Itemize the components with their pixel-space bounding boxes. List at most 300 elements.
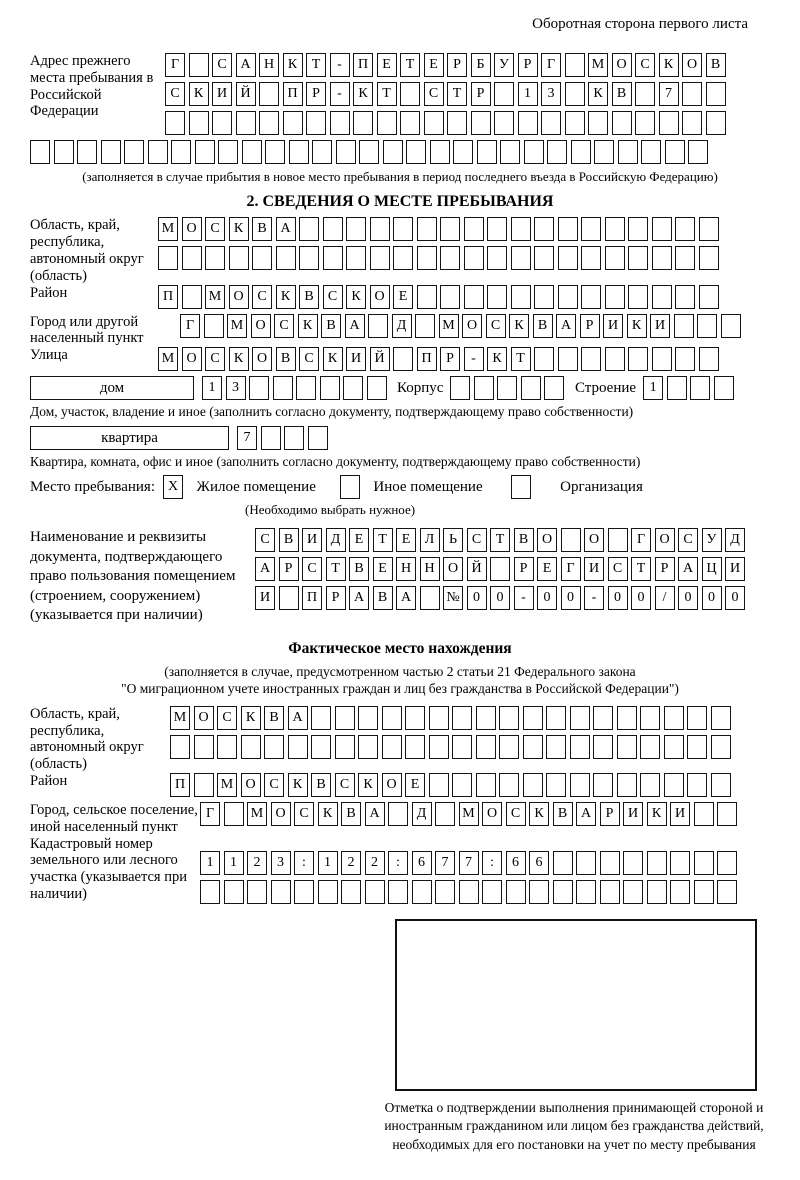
char-cell: 1 [202,376,222,400]
char-cell [553,851,573,875]
char-cell: А [349,586,369,610]
char-cell [494,111,514,135]
section3-note-1: (заполняется в случае, предусмотренном частью 2 статьи 21 Федерального закона [164,663,636,679]
char-cell [204,314,224,338]
korpus-cells [450,376,568,400]
char-cell [259,111,279,135]
char-cell: С [506,802,526,826]
char-cell: Й [467,557,487,581]
char-cell: Д [725,528,745,552]
char-cell: К [241,706,261,730]
char-cell: В [553,802,573,826]
house-line [30,376,770,400]
char-cell [299,217,319,241]
house-type-box: дом [30,376,194,400]
char-cell: Т [400,53,420,77]
region3-block [30,706,770,773]
char-cell [717,802,737,826]
stroenie-label: Строение [574,379,637,396]
char-cell [261,426,281,450]
char-cell [412,880,432,904]
char-cell: А [396,586,416,610]
char-cell [714,376,734,400]
char-cell [694,851,714,875]
char-cell [189,111,209,135]
char-cell: О [537,528,557,552]
char-cell [665,140,685,164]
char-cell [464,246,484,270]
char-cell [312,140,332,164]
char-cell [529,880,549,904]
char-cell [343,376,363,400]
char-cell [182,285,202,309]
char-cell [279,586,299,610]
char-cell: Е [537,557,557,581]
char-cell: О [584,528,604,552]
char-cell: Г [165,53,185,77]
city-block [30,314,770,348]
char-cell: Р [306,82,326,106]
char-cell: С [205,347,225,371]
char-cell [534,347,554,371]
char-cell: И [623,802,643,826]
char-cell [605,285,625,309]
char-cell: : [482,851,502,875]
char-cell [346,246,366,270]
char-cell: Е [373,557,393,581]
char-cell [417,217,437,241]
char-cell: У [494,53,514,77]
char-cell [664,735,684,759]
char-cell: К [659,53,679,77]
char-cell: Л [420,528,440,552]
char-cell [311,735,331,759]
char-cell [259,82,279,106]
char-cell: В [341,802,361,826]
char-cell [717,880,737,904]
stay-type-label: Место пребывания: [30,478,155,495]
char-cell: 2 [341,851,361,875]
char-cell: 2 [365,851,385,875]
char-cell: П [353,53,373,77]
char-cell [370,246,390,270]
char-cell [600,851,620,875]
char-cell [628,246,648,270]
char-cell [242,140,262,164]
char-cell: О [682,53,702,77]
prev-address-row-3 [165,111,729,135]
char-cell [306,111,326,135]
char-cell [570,706,590,730]
char-cell [581,347,601,371]
city3-block [30,802,770,836]
char-cell [429,773,449,797]
char-cell [652,217,672,241]
char-cell [288,735,308,759]
char-cell [452,735,472,759]
char-cell [217,735,237,759]
char-cell: В [373,586,393,610]
region-block [30,217,770,284]
char-cell: Г [180,314,200,338]
char-cell: К [283,53,303,77]
char-cell [241,735,261,759]
char-cell: М [247,802,267,826]
char-cell: С [678,528,698,552]
char-cell [283,111,303,135]
char-cell [471,111,491,135]
char-cell: Е [405,773,425,797]
stay-option2-checkbox [340,475,364,499]
cadastral-row-2 [200,880,741,904]
char-cell [500,140,520,164]
char-cell: О [655,528,675,552]
char-cell [476,773,496,797]
char-cell [711,706,731,730]
char-cell [383,140,403,164]
char-cell: Т [373,528,393,552]
char-cell [670,851,690,875]
char-cell: С [264,773,284,797]
char-cell [474,376,494,400]
char-cell [581,285,601,309]
char-cell [311,706,331,730]
char-cell [170,735,190,759]
apartment-note: Квартира, комната, офис и иное (заполнить согласно документу, подтверждающему право собственности) [30,453,641,469]
char-cell: А [236,53,256,77]
char-cell: А [276,217,296,241]
char-cell: 0 [631,586,651,610]
char-cell: А [556,314,576,338]
char-cell: С [217,706,237,730]
char-cell [487,217,507,241]
char-cell: И [725,557,745,581]
char-cell [546,735,566,759]
char-cell [694,880,714,904]
char-cell [200,880,220,904]
char-cell: В [299,285,319,309]
char-cell: М [158,347,178,371]
char-cell: Ь [443,528,463,552]
char-cell [617,735,637,759]
street-block [30,347,770,376]
char-cell [377,111,397,135]
char-cell [296,376,316,400]
char-cell: А [255,557,275,581]
document-row-2 [255,557,749,581]
document-row-3 [255,586,749,610]
char-cell [628,285,648,309]
char-cell [499,735,519,759]
char-cell [158,246,178,270]
char-cell: О [252,347,272,371]
char-cell [687,773,707,797]
char-cell: О [443,557,463,581]
char-cell: Т [326,557,346,581]
char-cell [547,140,567,164]
char-cell: Б [471,53,491,77]
char-cell: С [635,53,655,77]
char-cell [464,285,484,309]
char-cell [523,735,543,759]
char-cell [546,773,566,797]
stamp-caption: Отметка о подтверждении выполнения принимающей стороной и иностранным гражданином или лицом без гражданства действий, необходимых для его постановки на учет по месту пребывания [384,1099,764,1153]
char-cell [570,735,590,759]
char-cell [318,880,338,904]
char-cell [688,140,708,164]
house-number-cells [202,376,390,400]
char-cell: Р [279,557,299,581]
char-cell: Г [631,528,651,552]
char-cell [687,706,707,730]
char-cell [358,735,378,759]
char-cell [346,217,366,241]
char-cell [482,880,502,904]
char-cell: П [417,347,437,371]
district-label: Район [30,284,68,301]
char-cell [417,285,437,309]
char-cell: О [482,802,502,826]
char-cell [417,246,437,270]
char-cell [546,706,566,730]
char-cell: И [603,314,623,338]
char-cell: 1 [318,851,338,875]
char-cell [440,285,460,309]
city3-label: Город, сельское поселение, иной населенный пункт [30,801,198,835]
char-cell: 0 [467,586,487,610]
char-cell [581,246,601,270]
char-cell: А [576,802,596,826]
char-cell [565,82,585,106]
char-cell [534,217,554,241]
char-cell: Р [518,53,538,77]
char-cell [675,285,695,309]
char-cell [706,82,726,106]
char-cell [450,376,470,400]
char-cell: К [487,347,507,371]
char-cell: С [467,528,487,552]
char-cell: 6 [506,851,526,875]
char-cell: М [158,217,178,241]
char-cell: 0 [678,586,698,610]
prev-address-row-2 [165,82,729,106]
char-cell: Й [236,82,256,106]
stamp-box [395,919,757,1091]
house-note: Дом, участок, владение и иное (заполнить согласно документу, подтверждающему право собственности) [30,404,634,420]
char-cell: М [227,314,247,338]
char-cell: М [439,314,459,338]
char-cell [687,735,707,759]
char-cell: М [170,706,190,730]
char-cell: Т [306,53,326,77]
document-row-1 [255,528,749,552]
page-side-note: Оборотная сторона первого листа [532,16,748,32]
char-cell: И [302,528,322,552]
char-cell: С [212,53,232,77]
char-cell [570,773,590,797]
char-cell: Ц [702,557,722,581]
char-cell [171,140,191,164]
prev-address-block [30,53,770,140]
cadastral-row-1 [200,851,741,875]
char-cell: 3 [541,82,561,106]
char-cell: П [302,586,322,610]
char-cell [544,376,564,400]
char-cell [647,880,667,904]
char-cell [247,880,267,904]
char-cell [393,246,413,270]
char-cell [218,140,238,164]
char-cell [640,773,660,797]
char-cell: К [323,347,343,371]
char-cell: Г [561,557,581,581]
char-cell [561,528,581,552]
char-cell: 0 [608,586,628,610]
char-cell [323,217,343,241]
city-row [180,314,744,338]
char-cell [608,528,628,552]
char-cell [618,140,638,164]
char-cell: 2 [247,851,267,875]
char-cell: Р [580,314,600,338]
char-cell [647,851,667,875]
char-cell [523,706,543,730]
char-cell: С [608,557,628,581]
char-cell [429,735,449,759]
char-cell [265,140,285,164]
char-cell [628,217,648,241]
char-cell: С [486,314,506,338]
region3-row-1 [170,706,734,730]
char-cell [635,82,655,106]
char-cell: В [514,528,534,552]
char-cell: И [255,586,275,610]
region3-row-2 [170,735,734,759]
char-cell [553,880,573,904]
char-cell [690,376,710,400]
stay-option1-checkbox [163,475,187,499]
char-cell: О [370,285,390,309]
char-cell [400,82,420,106]
char-cell: О [241,773,261,797]
char-cell [558,217,578,241]
char-cell [405,706,425,730]
char-cell: К [189,82,209,106]
char-cell [640,706,660,730]
char-cell [623,880,643,904]
char-cell: К [288,773,308,797]
char-cell [490,557,510,581]
char-cell: : [294,851,314,875]
char-cell [30,140,50,164]
char-cell: Е [349,528,369,552]
char-cell [335,706,355,730]
char-cell: К [647,802,667,826]
char-cell: - [330,82,350,106]
char-cell [652,246,672,270]
char-cell: / [655,586,675,610]
char-cell: С [252,285,272,309]
char-cell [194,735,214,759]
char-cell [359,140,379,164]
char-cell [711,735,731,759]
char-cell: К [588,82,608,106]
stroenie-cells [643,376,737,400]
prev-address-note: (заполняется в случае прибытия в новое место пребывания в период последнего въезда в Российскую Федерацию) [82,169,718,184]
char-cell: В [279,528,299,552]
char-cell: 1 [643,376,663,400]
char-cell: И [584,557,604,581]
char-cell: С [299,347,319,371]
char-cell: В [706,53,726,77]
prev-address-row-4 [30,140,770,164]
char-cell: А [288,706,308,730]
char-cell: Е [393,285,413,309]
char-cell [323,246,343,270]
char-cell: В [311,773,331,797]
char-cell [308,426,328,450]
char-cell: О [462,314,482,338]
char-cell [523,773,543,797]
char-cell: 6 [412,851,432,875]
char-cell [511,475,531,499]
document-block [30,528,770,626]
char-cell: А [365,802,385,826]
char-cell: К [276,285,296,309]
char-cell: О [229,285,249,309]
char-cell: - [330,53,350,77]
char-cell: О [194,706,214,730]
char-cell: С [205,217,225,241]
char-cell [440,246,460,270]
char-cell [664,706,684,730]
char-cell: О [182,347,202,371]
char-cell [236,111,256,135]
char-cell [294,880,314,904]
char-cell: И [650,314,670,338]
stay-type-line [30,475,770,499]
char-cell: П [170,773,190,797]
char-cell: О [612,53,632,77]
char-cell: 7 [237,426,257,450]
stay-type-note: (Необходимо выбрать нужное) [245,502,416,518]
char-cell: В [349,557,369,581]
street-label: Улица [30,347,68,364]
cadastral-block [30,836,770,909]
char-cell [382,706,402,730]
char-cell: И [670,802,690,826]
char-cell [558,285,578,309]
char-cell: 7 [659,82,679,106]
char-cell [699,246,719,270]
char-cell: А [678,557,698,581]
char-cell: Н [259,53,279,77]
char-cell [452,706,472,730]
char-cell [659,111,679,135]
char-cell: 3 [271,851,291,875]
char-cell [388,880,408,904]
char-cell [320,376,340,400]
char-cell [182,246,202,270]
region-label: Область, край, республика, автономный округ (область) [30,217,144,284]
city-label: Город или другой населенный пункт [30,313,144,347]
char-cell [405,735,425,759]
region3-label: Область, край, республика, автономный округ (область) [30,705,144,773]
char-cell [299,246,319,270]
char-cell [353,111,373,135]
char-cell [511,217,531,241]
char-cell [499,773,519,797]
